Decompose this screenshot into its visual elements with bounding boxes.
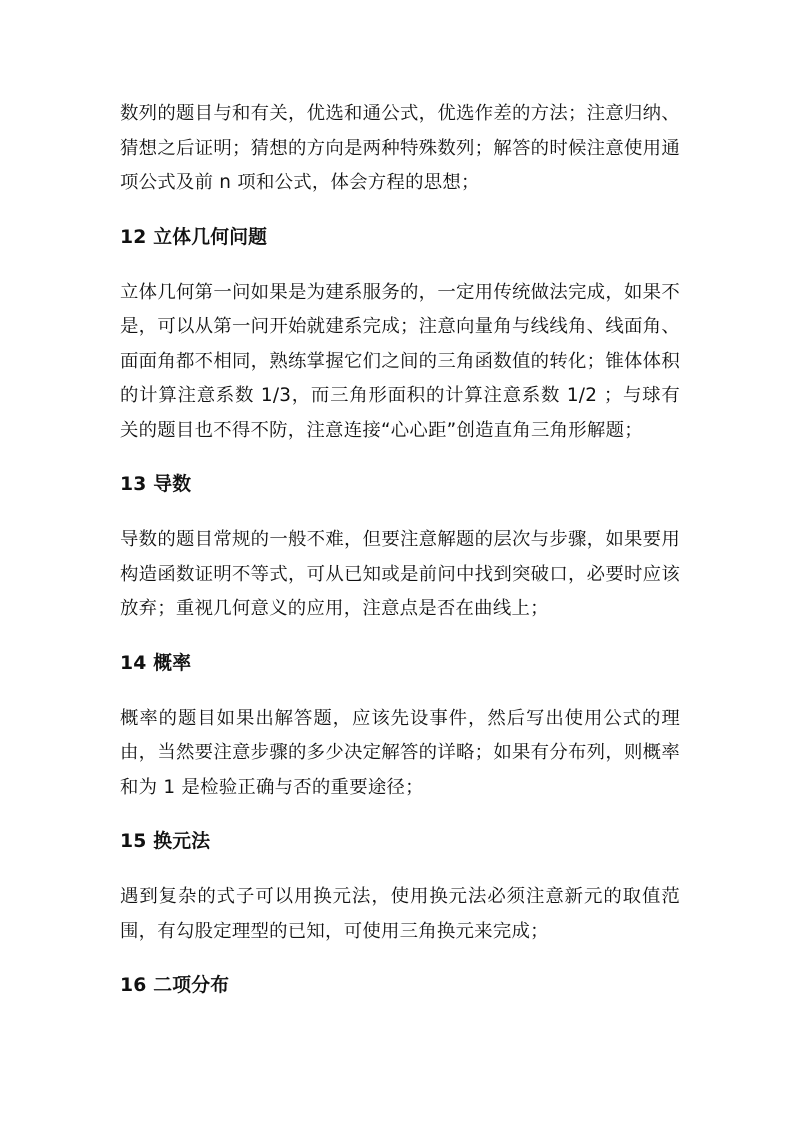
intro-paragraph: 数列的题目与和有关，优选和通公式，优选作差的方法；注意归纳、猜想之后证明；猜想的方向是两种特殊数列；解答的时候注意使用通项公式及前 n 项和公式，体会方程的思想； bbox=[120, 103, 680, 193]
section-text-14: 概率的题目如果出解答题，应该先设事件，然后写出使用公式的理由，当然要注意步骤的多少决定解答的详略；如果有分布列，则概率和为 1 是检验正确与否的重要途径； bbox=[120, 707, 680, 798]
section-text-13: 导数的题目常规的一般不难，但要注意解题的层次与步骤，如果要用构造函数证明不等式，可从已知或是前问中找到突破口，必要时应该放弃；重视几何意义的应用，注意点是否在曲线上； bbox=[120, 529, 680, 619]
spacer bbox=[120, 681, 680, 702]
spacer bbox=[120, 859, 680, 880]
section-text-15: 遇到复杂的式子可以用换元法，使用换元法必须注意新元的取值范围，有勾股定理型的已知，可使用三角换元来完成； bbox=[120, 886, 680, 942]
spacer bbox=[120, 627, 680, 647]
spacer bbox=[120, 255, 680, 276]
spacer bbox=[120, 805, 680, 825]
spacer bbox=[120, 201, 680, 221]
document-page bbox=[120, 97, 680, 1003]
section-heading-13: 13 导数 bbox=[120, 474, 192, 495]
section-heading-15: 15 换元法 bbox=[120, 831, 211, 852]
spacer bbox=[120, 448, 680, 468]
spacer bbox=[120, 502, 680, 523]
section-heading-14: 14 概率 bbox=[120, 652, 192, 674]
spacer bbox=[120, 949, 680, 969]
section-heading-16: 16 二项分布 bbox=[120, 975, 230, 996]
section-text-12: 立体几何第一问如果是为建系服务的，一定用传统做法完成，如果不是，可以从第一问开始就建系完成；注意向量角与线线角、线面角、面面角都不相同，熟练掌握它们之间的三角函数值的转化；锥体体积的计算注意系数 1/3，而三角形面积的计算注意系数 1/2 ；与球有关的题目也不得不防，注意连接“心心距”创造直角三角形解题； bbox=[120, 281, 680, 441]
section-heading-12: 12 立体几何问题 bbox=[120, 226, 268, 248]
